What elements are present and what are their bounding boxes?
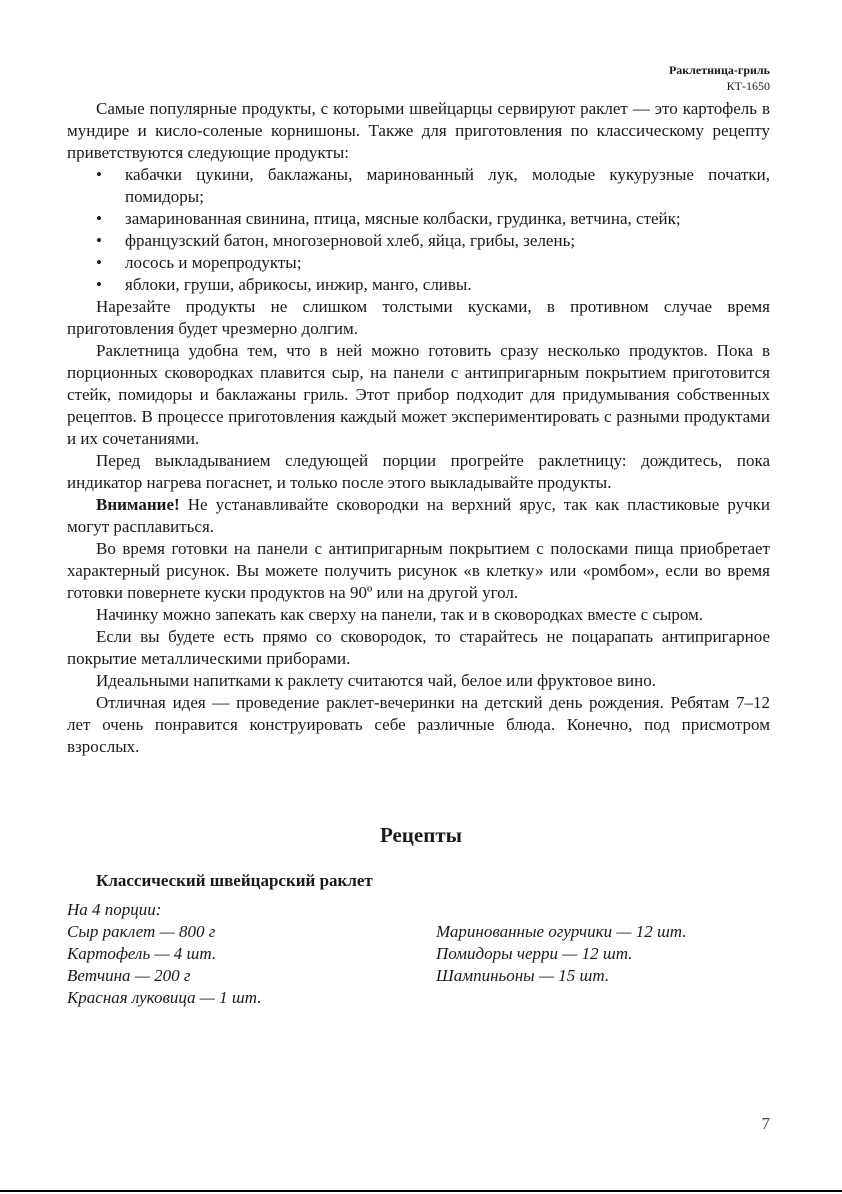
recipe-title: Классический швейцарский раклет bbox=[96, 871, 373, 890]
bottom-divider bbox=[0, 1190, 842, 1192]
header-product-name: Раклетница-гриль bbox=[668, 63, 770, 77]
list-item: • кабачки цукини, баклажаны, маринованный лук, молодые кукурузные початки, помидоры; bbox=[96, 165, 770, 206]
body-text bbox=[67, 98, 770, 758]
bullet-icon: • bbox=[96, 275, 102, 294]
ingredient-item: Маринованные огурчики — 12 шт. bbox=[436, 922, 687, 941]
paragraph-slicing: Нарезайте продукты не слишком толстыми кусками, в противном случае время приготовления будет чрезмерно долгим. bbox=[67, 297, 770, 338]
paragraph-convenience: Раклетница удобна тем, что в ней можно готовить сразу несколько продуктов. Пока в порционных сковородках плавится сыр, на панели с антипригарным покрытием приготовится стейк, помидоры и баклажаны гриль. Этот прибор подходит для придумывания собственных рецептов. В процессе приготовления каждый может экспериментировать с разными продуктами и их сочетаниями. bbox=[67, 341, 770, 448]
warning-label: Внимание! bbox=[96, 495, 180, 514]
paragraph-utensils: Если вы будете есть прямо со сковородок, то старайтесь не поцарапать антипригарное покрытие металлическими приборами. bbox=[67, 627, 770, 668]
ingredient-item: Шампиньоны — 15 шт. bbox=[436, 966, 610, 985]
paragraph-grill-pattern: Во время готовки на панели с антипригарным покрытием с полосками пища приобретает характерный рисунок. Вы можете получить рисунок «в клетку» или «ромбом», если во время готовки повернете куски продуктов на 90º или на другой угол. bbox=[67, 539, 770, 602]
section-title: Рецепты bbox=[379, 823, 463, 847]
paragraph-warning: Внимание! Не устанавливайте сковородки на верхний ярус, так как пластиковые ручки могут расплавиться. bbox=[67, 495, 770, 536]
ingredient-item: Помидоры черри — 12 шт. bbox=[436, 944, 633, 963]
paragraph-preheat: Перед выкладыванием следующей порции прогрейте раклетницу: дождитесь, пока индикатор нагрева погаснет, и только после этого выкладывайте продукты. bbox=[67, 451, 770, 492]
list-item: • лосось и морепродукты; bbox=[96, 253, 302, 272]
page-number: 7 bbox=[761, 1114, 770, 1133]
bullet-icon: • bbox=[96, 231, 102, 250]
product-list bbox=[67, 164, 770, 296]
ingredients-right-column bbox=[436, 921, 687, 987]
list-item: • замаринованная свинина, птица, мясные колбаски, грудинка, ветчина, стейк; bbox=[96, 209, 681, 228]
ingredient-item: Красная луковица — 1 шт. bbox=[67, 988, 262, 1007]
servings-label: На 4 порции: bbox=[67, 900, 162, 919]
paragraph-party-idea: Отличная идея — проведение раклет-вечеринки на детский день рождения. Ребятам 7–12 лет очень понравится конструировать себе различные блюда. Конечно, под присмотром взрослых. bbox=[67, 693, 770, 756]
paragraph-filling: Начинку можно запекать как сверху на панели, так и в сковородках вместе с сыром. bbox=[96, 605, 704, 624]
list-item: • яблоки, груши, абрикосы, инжир, манго, сливы. bbox=[96, 275, 472, 294]
ingredients-left-column bbox=[67, 921, 261, 1009]
header-model-number: КТ-1650 bbox=[726, 79, 770, 93]
ingredient-item: Сыр раклет — 800 г bbox=[67, 922, 216, 941]
bullet-icon: • bbox=[96, 253, 102, 272]
paragraph-intro: Самые популярные продукты, с которыми швейцарцы сервируют раклет — это картофель в мундире и кисло-соленые корнишоны. Также для приготовления по классическому рецепту приветствуются следующие продукты: bbox=[67, 99, 770, 162]
bullet-icon: • bbox=[96, 165, 102, 184]
ingredient-item: Ветчина — 200 г bbox=[67, 966, 191, 985]
paragraph-drinks: Идеальными напитками к раклету считаются чай, белое или фруктовое вино. bbox=[96, 671, 656, 690]
ingredient-item: Картофель — 4 шт. bbox=[67, 944, 217, 963]
bullet-icon: • bbox=[96, 209, 102, 228]
list-item: • французский батон, многозерновой хлеб, яйца, грибы, зелень; bbox=[96, 231, 576, 250]
page-header bbox=[669, 62, 770, 94]
